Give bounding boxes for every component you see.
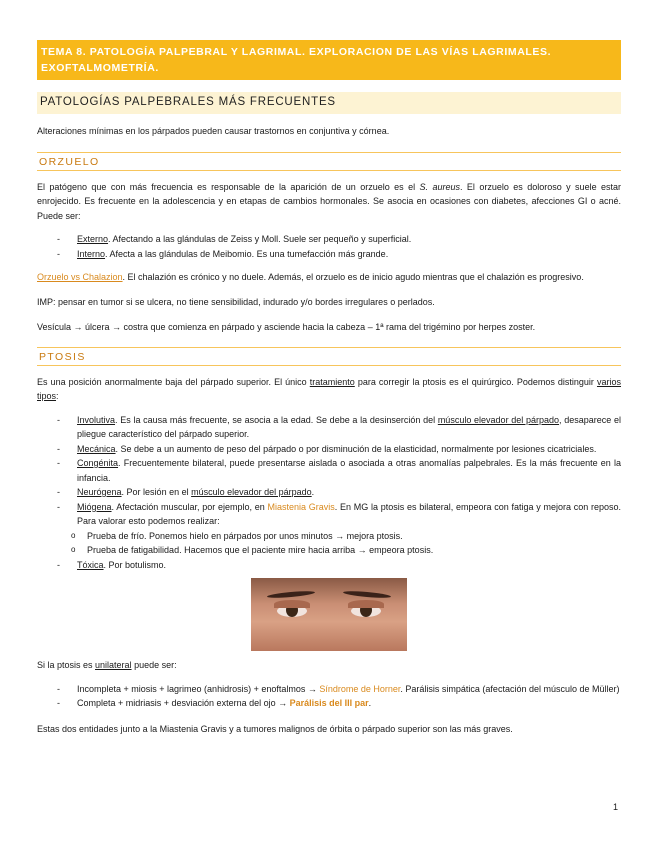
list-item-externo: [37, 232, 621, 247]
ptosis-intro-a: Es una posición anormalmente baja del párpado superior. El único: [37, 376, 310, 387]
orzuelo-vs-text: . El chalazión es crónico y no duele. Además, el orzuelo es de inicio agudo mientras que el chalazión es progresivo.: [122, 272, 584, 282]
list-item-involutiva: [37, 413, 621, 442]
term-externo: Externo: [77, 234, 109, 244]
test-frio: o Prueba de frío. Ponemos hielo en párpados por unos minutos → mejora ptosis.: [37, 529, 621, 544]
right-eyebrow: [343, 590, 391, 599]
desc-miogena-a: . Afectación muscular, por ejemplo, en: [111, 501, 268, 512]
desc-neurogena-a: . Por lesión en el: [121, 487, 192, 497]
chapter-title-line-1: TEMA 8. PATOLOGÍA PALPEBRAL Y LAGRIMAL. EXPLORACION DE LAS VÍAS LAGRIMALES.: [41, 46, 552, 58]
list-item-miogena: [37, 500, 621, 558]
ptosis-types-list: [37, 413, 621, 573]
iii-par-a: Completa + midriasis + desviación externa del ojo →: [77, 698, 290, 708]
unilateral-term: unilateral: [95, 660, 132, 670]
term-involutiva: Involutiva: [77, 414, 116, 425]
desc-congenita: . Frecuentemente bilateral, puede presentarse aislada o asociada a otras anomalías palpebrales. Es la más frecuente en la infancia.: [77, 458, 621, 483]
orzuelo-paragraph: [37, 180, 621, 224]
neurogena-muscle: músculo elevador del párpado: [191, 487, 312, 497]
subsection-heading-orzuelo: ORZUELO: [37, 152, 621, 171]
chapter-title-banner: [37, 40, 621, 80]
horner-highlight: Síndrome de Horner: [319, 683, 401, 694]
iii-par-highlight: Parálisis del III par: [289, 698, 369, 708]
left-eyebrow: [267, 590, 315, 599]
horner-b: . Parálisis simpática (afectación del músculo de Müller): [400, 683, 620, 694]
vesicula-note: Vesícula → úlcera → costra que comienza en párpado y asciende hacia la cabeza – 1ª rama del trigémino por herpes zoster.: [37, 322, 536, 332]
desc-involutiva-a: . Es la causa más frecuente, se asocia a la edad. Se debe a la desinserción del: [115, 414, 438, 425]
term-neurogena: Neurógena: [77, 487, 122, 497]
term-interno: Interno: [77, 248, 106, 259]
miogena-tests-list: [37, 529, 621, 558]
section-intro: Alteraciones mínimas en los párpados pueden causar trastornos en conjuntiva y córnea.: [37, 126, 390, 136]
list-item-mecanica: [37, 442, 621, 457]
unilateral-a: Si la ptosis es: [37, 660, 96, 670]
subsection-heading-ptosis: PTOSIS: [37, 347, 621, 366]
desc-involutiva-b: , desaparece el pliegue característico del párpado superior.: [77, 414, 621, 439]
horner-a: Incompleta + miosis + lagrimeo (anhidrosis) + enoftalmos →: [77, 683, 320, 694]
ptosis-intro-tratamiento: tratamiento: [309, 376, 355, 387]
desc-interno: . Afecta a las glándulas de Meibomio. Es una tumefacción más grande.: [105, 248, 389, 259]
orzuelo-p1-b: . El orzuelo es doloroso y suele estar enrojecido. Es frecuente en la adolescencia y en etapas de cambios hormonales. Se asocia en ocasiones con diabetes, afecciones GI o acné. Puede ser:: [37, 181, 622, 221]
ptosis-intro-c: :: [56, 391, 59, 401]
orzuelo-vs-chalazion: [37, 270, 621, 285]
iii-par-b: .: [368, 698, 372, 708]
desc-neurogena-b: .: [311, 487, 315, 497]
unilateral-b: puede ser:: [131, 660, 177, 670]
left-eyelid: [274, 600, 310, 608]
ptosis-intro: [37, 375, 621, 404]
ptosis-closing: Estas dos entidades junto a la Miastenia Gravis y a tumores malignos de órbita o párpado superior son las más graves.: [37, 723, 513, 734]
document-page: [37, 40, 621, 736]
miastenia-gravis-highlight: Miastenia Gravis: [267, 501, 335, 512]
desc-mecanica: . Se debe a un aumento de peso del párpado o por disminución de la elasticidad, normalmente por lesiones cicatriciales.: [115, 443, 597, 454]
unilateral-list: [37, 682, 621, 711]
list-item-neurogena: [37, 485, 621, 500]
orzuelo-p1-a: El patógeno que con más frecuencia es responsable de la aparición de un orzuelo es el: [37, 181, 420, 192]
page-number: 1: [612, 802, 618, 812]
chapter-title-line-2: EXOFTALMOMETRÍA.: [41, 62, 159, 74]
term-miogena: Miógena: [77, 501, 112, 512]
list-item-congenita: [37, 456, 621, 485]
orzuelo-vs-chalazion-link[interactable]: Orzuelo vs Chalazion: [37, 272, 123, 282]
involutiva-muscle: músculo elevador del párpado: [437, 414, 560, 425]
test-fatigabilidad: o Prueba de fatigabilidad. Hacemos que el paciente mire hacia arriba → empeora ptosis.: [37, 543, 621, 558]
list-item-iii-par: [37, 696, 621, 711]
ptosis-eyes-photo: [251, 578, 407, 651]
right-eyelid: [348, 600, 384, 608]
desc-toxica: . Por botulismo.: [103, 559, 167, 570]
orzuelo-pathogen: S. aureus: [419, 181, 460, 192]
section-heading-patologias: PATOLOGÍAS PALPEBRALES MÁS FRECUENTES: [37, 92, 621, 114]
list-item-toxica: [37, 558, 621, 573]
desc-miogena-b: . En MG la ptosis es bilateral, empeora con fatiga y mejora con reposo. Para valorar esto podemos realizar:: [77, 501, 621, 526]
ptosis-unilateral-intro: [37, 658, 621, 673]
term-congenita: Congénita: [77, 458, 119, 468]
term-mecanica: Mecánica: [77, 443, 116, 454]
orzuelo-imp-note: IMP: pensar en tumor si se ulcera, no tiene sensibilidad, indurado y/o bordes irregulares o perlados.: [37, 296, 435, 307]
term-toxica: Tóxica: [77, 559, 104, 570]
list-item-horner: [37, 682, 621, 697]
desc-externo: . Afectando a las glándulas de Zeiss y Moll. Suele ser pequeño y superficial.: [108, 234, 412, 244]
list-item-interno: [37, 247, 621, 262]
ptosis-intro-b: para corregir la ptosis es el quirúrgico. Podemos distinguir: [354, 376, 597, 387]
orzuelo-types-list: [37, 232, 621, 261]
ptosis-intro-tipos: varios tipos: [37, 376, 621, 401]
